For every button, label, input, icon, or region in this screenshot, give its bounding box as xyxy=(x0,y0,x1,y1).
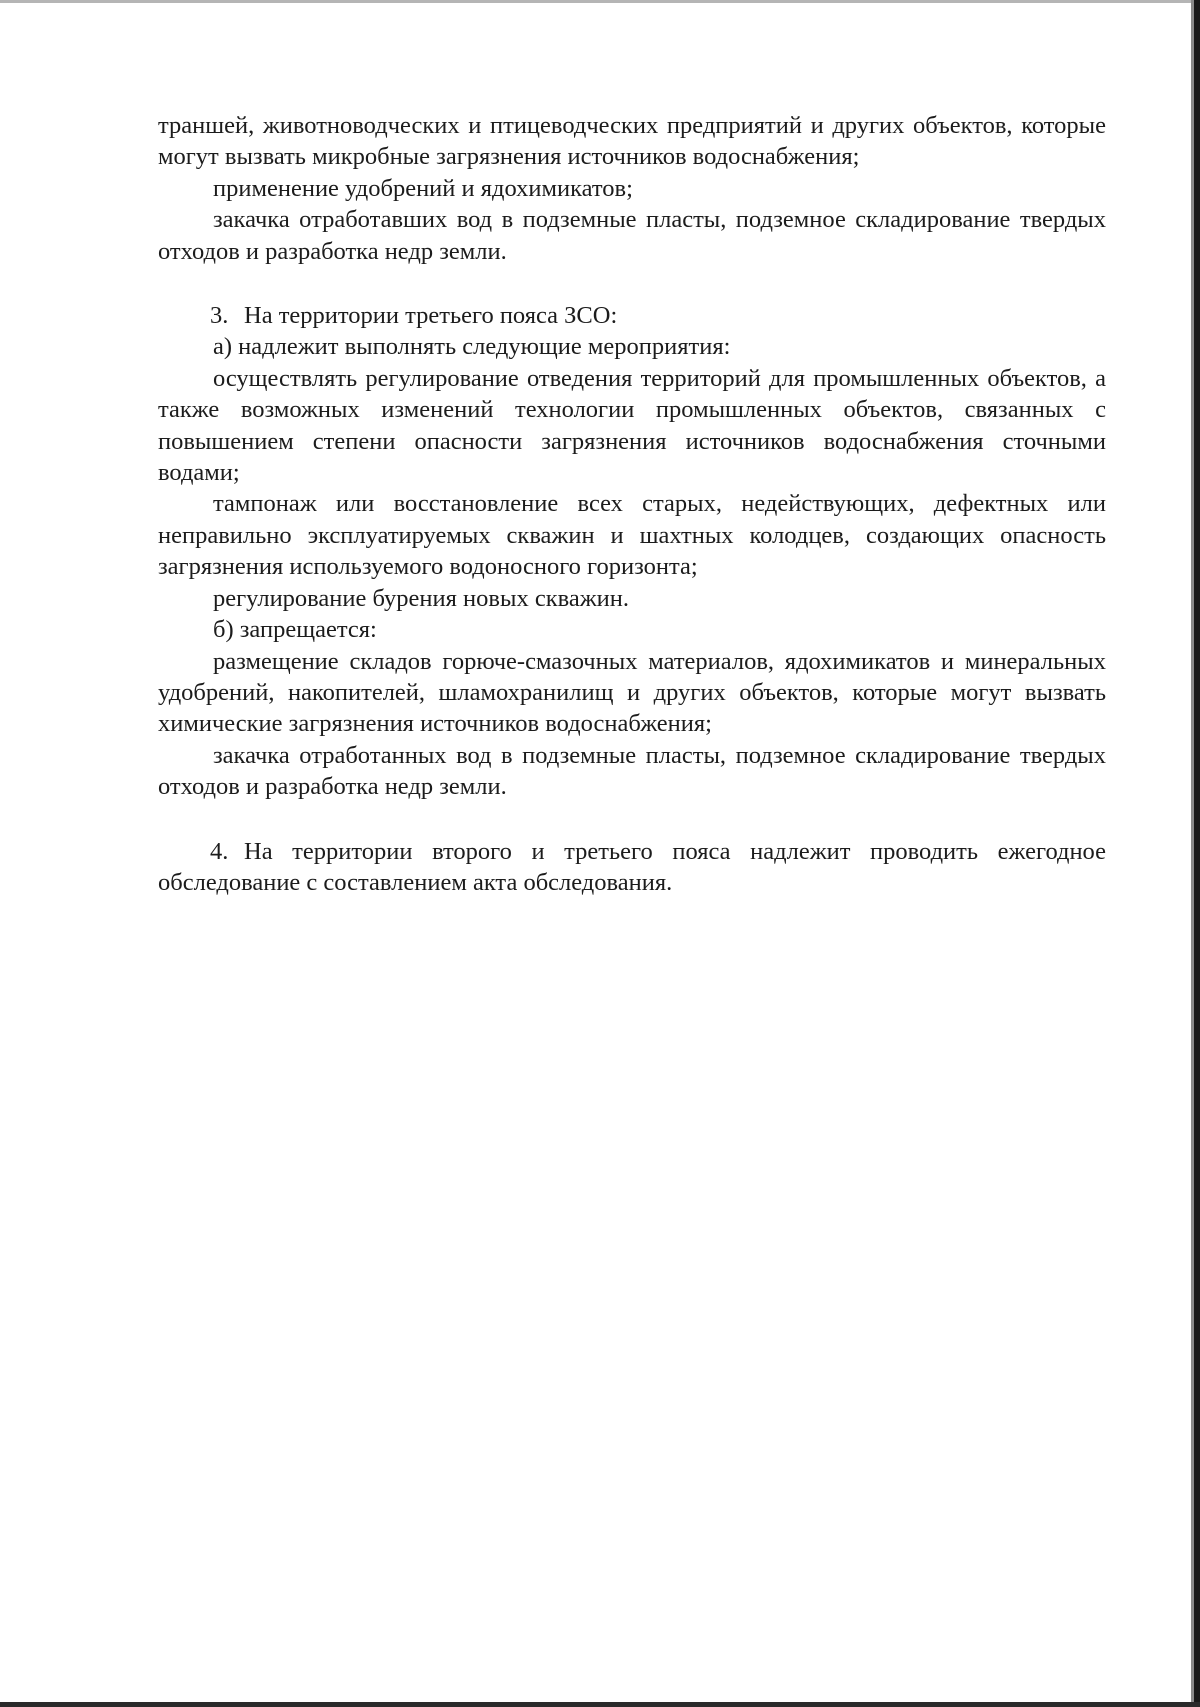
section-gap xyxy=(158,267,1106,300)
subsection-a-heading: а) надлежит выполнять следующие мероприятия: xyxy=(213,333,731,361)
measure-territory-regulation: осуществлять регулирование отведения территорий для промышленных объектов, а также возможных изменений технологии промышленных объектов, связанных с повышением степени опасности загрязнения источников водоснабжения сточными водами; xyxy=(158,364,1106,487)
page-body xyxy=(158,110,1106,898)
subsection-b-heading: б) запрещается: xyxy=(213,616,377,644)
paragraph-fertilizers: применение удобрений и ядохимикатов; xyxy=(213,174,633,202)
scan-edge-bottom xyxy=(0,1702,1200,1707)
scan-edge-top xyxy=(0,0,1200,3)
paragraph-continuation: траншей, животноводческих и птицеводческих предприятий и других объектов, которые могут вызвать микробные загрязнения источников водоснабжения; xyxy=(158,112,1106,171)
section-3-heading-text: На территории третьего пояса ЗСО: xyxy=(244,302,618,330)
section-3-number: 3. xyxy=(210,302,229,330)
section-4-number: 4. xyxy=(210,837,229,865)
section-3-heading xyxy=(158,300,1106,331)
measure-drilling-regulation: регулирование бурения новых скважин. xyxy=(213,584,629,612)
section-4-text: На территории второго и третьего пояса надлежит проводить ежегодное обследование с составлением акта обследования. xyxy=(158,837,1106,896)
scan-edge-right xyxy=(1194,0,1200,1707)
paragraph-waste-injection: закачка отработавших вод в подземные пласты, подземное складирование твердых отходов и разработка недр земли. xyxy=(158,206,1106,265)
section-4-paragraph xyxy=(158,836,1106,899)
section-gap xyxy=(158,803,1106,836)
prohibition-waste-injection: закачка отработанных вод в подземные пласты, подземное складирование твердых отходов и разработка недр земли. xyxy=(158,741,1106,801)
prohibition-storage-placement: размещение складов горюче-смазочных материалов, ядохимикатов и минеральных удобрений, накопителей, шламохранилищ и других объектов, которые могут вызвать химические загрязнения источников водоснабжения; xyxy=(158,647,1106,738)
measure-well-plugging: тампонаж или восстановление всех старых, недействующих, дефектных или неправильно эксплуатируемых скважин и шахтных колодцев, создающих опасность загрязнения используемого водоносного горизонта; xyxy=(158,490,1106,581)
